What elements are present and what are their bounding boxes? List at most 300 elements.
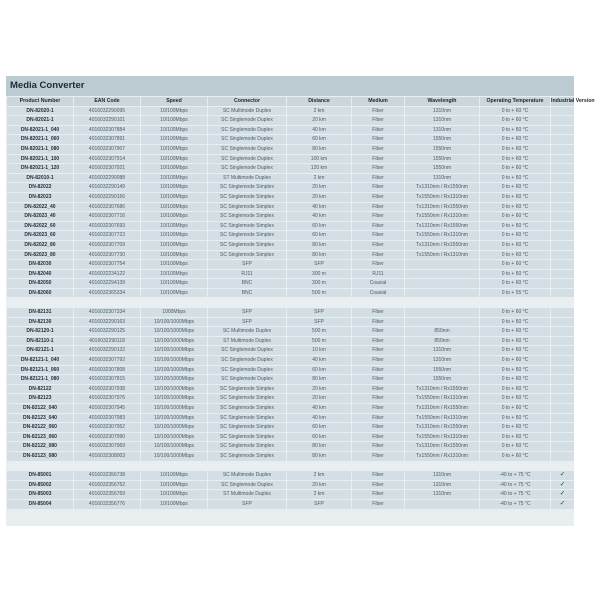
table-cell xyxy=(352,298,404,307)
table-cell: SC Multimode Duplex xyxy=(208,107,286,116)
industrial-check-cell xyxy=(551,337,574,346)
industrial-check-cell: ✓ xyxy=(551,481,574,490)
table-cell: 4016032307334 xyxy=(74,308,140,317)
table-cell: 0 to + 60 °C xyxy=(480,231,550,240)
table-cell: Fiber xyxy=(352,135,404,144)
table-cell: SC Singlemode Simplex xyxy=(208,231,286,240)
table-cell: 4016032307891 xyxy=(74,135,140,144)
table-cell: Fiber xyxy=(352,193,404,202)
table-row xyxy=(7,423,574,432)
table-cell: 500 m xyxy=(287,289,351,298)
table-row xyxy=(7,212,574,221)
table-cell: 4016032307716 xyxy=(74,212,140,221)
table-cell xyxy=(208,462,286,471)
table-cell: DN-82021-1_120 xyxy=(7,164,73,173)
table-cell: SC Singlemode Simplex xyxy=(208,423,286,432)
table-cell: 4016032290149 xyxy=(74,183,140,192)
table-cell: 4016032307969 xyxy=(74,442,140,451)
industrial-check-cell xyxy=(551,145,574,154)
table-cell: Fiber xyxy=(352,433,404,442)
table-cell: Fiber xyxy=(352,164,404,173)
table-cell: 4016032356738 xyxy=(74,471,140,480)
table-cell: 0 to + 60 °C xyxy=(480,308,550,317)
table-cell: DN-85004 xyxy=(7,500,73,509)
table-cell: Fiber xyxy=(352,222,404,231)
table-cell: DN-82121-1 xyxy=(7,346,73,355)
table-cell: Tx1310nm / Rx1550nm xyxy=(405,404,479,413)
table-cell: Fiber xyxy=(352,203,404,212)
industrial-check-cell xyxy=(551,203,574,212)
table-cell: 0 to + 60 °C xyxy=(480,164,550,173)
table-cell: 80 km xyxy=(287,145,351,154)
industrial-check-cell: ✓ xyxy=(551,471,574,480)
industrial-check-cell xyxy=(551,260,574,269)
table-cell: 4016032307808 xyxy=(74,366,140,375)
table-cell: Tx1310nm / Rx1550nm xyxy=(405,423,479,432)
spacer-row xyxy=(7,298,574,307)
table-cell: 2 km xyxy=(287,174,351,183)
table-cell: 10/100/1000Mbps xyxy=(141,404,207,413)
industrial-check-cell xyxy=(551,414,574,423)
table-cell: 4016032307815 xyxy=(74,375,140,384)
industrial-check-cell xyxy=(551,308,574,317)
table-cell: Fiber xyxy=(352,241,404,250)
table-cell: Fiber xyxy=(352,385,404,394)
table-cell: 80 km xyxy=(287,375,351,384)
table-cell: 60 km xyxy=(287,222,351,231)
table-row xyxy=(7,116,574,125)
industrial-check-cell xyxy=(551,231,574,240)
table-cell: SC Singlemode Simplex xyxy=(208,394,286,403)
table-cell: 1550nm xyxy=(405,164,479,173)
table-cell: Fiber xyxy=(352,414,404,423)
table-cell: 4016032234122 xyxy=(74,270,140,279)
industrial-check-cell xyxy=(551,442,574,451)
table-cell: 1550nm xyxy=(405,135,479,144)
table-cell: 10/100Mbps xyxy=(141,183,207,192)
table-cell: 1550nm xyxy=(405,366,479,375)
table-cell: 0 to + 60 °C xyxy=(480,366,550,375)
table-cell: 0 to + 60 °C xyxy=(480,222,550,231)
table-cell: 0 to + 60 °C xyxy=(480,318,550,327)
table-cell: 4016032307990 xyxy=(74,433,140,442)
table-cell: SC Singlemode Simplex xyxy=(208,442,286,451)
table-cell xyxy=(141,298,207,307)
industrial-check-cell xyxy=(551,174,574,183)
table-cell: 4016032307976 xyxy=(74,394,140,403)
industrial-check-cell xyxy=(551,298,574,307)
table-cell: SFP xyxy=(287,500,351,509)
table-cell: SC Singlemode Duplex xyxy=(208,164,286,173)
table-cell: 10/100Mbps xyxy=(141,260,207,269)
table-header-row xyxy=(7,97,574,106)
table-cell xyxy=(405,298,479,307)
table-cell: SC Singlemode Simplex xyxy=(208,241,286,250)
table-row xyxy=(7,279,574,288)
table-cell: Fiber xyxy=(352,212,404,221)
table-row xyxy=(7,164,574,173)
table-cell: 40 km xyxy=(287,203,351,212)
table-cell: DN-82121-1_040 xyxy=(7,356,73,365)
table-cell: 0 to + 60 °C xyxy=(480,375,550,384)
table-cell: 1310nm xyxy=(405,490,479,499)
industrial-check-cell xyxy=(551,279,574,288)
table-cell: 10/100Mbps xyxy=(141,251,207,260)
table-cell: 0 to + 60 °C xyxy=(480,183,550,192)
table-cell: 0 to + 60 °C xyxy=(480,356,550,365)
table-row xyxy=(7,414,574,423)
table-cell: 40 km xyxy=(287,414,351,423)
table-row xyxy=(7,471,574,480)
table-cell: SC Singlemode Duplex xyxy=(208,135,286,144)
table-cell: 850nm xyxy=(405,337,479,346)
table-cell: 10/100Mbps xyxy=(141,145,207,154)
table-cell: 80 km xyxy=(287,251,351,260)
table-cell: DN-82130 xyxy=(7,318,73,327)
table-cell: SFP xyxy=(208,308,286,317)
table-cell: 10/100Mbps xyxy=(141,174,207,183)
table-cell: 4016032307914 xyxy=(74,155,140,164)
table-cell: Fiber xyxy=(352,155,404,164)
table-row xyxy=(7,135,574,144)
table-cell: 10/100Mbps xyxy=(141,270,207,279)
table-row xyxy=(7,260,574,269)
table-cell: 10/100Mbps xyxy=(141,222,207,231)
industrial-check-cell: ✓ xyxy=(551,500,574,509)
table-cell: DN-82010-1 xyxy=(7,174,73,183)
table-cell: Fiber xyxy=(352,442,404,451)
industrial-check-cell xyxy=(551,116,574,125)
table-cell: DN-82023 xyxy=(7,193,73,202)
industrial-check-cell xyxy=(551,164,574,173)
table-cell: Fiber xyxy=(352,375,404,384)
table-cell: 4016032307952 xyxy=(74,423,140,432)
table-cell: 4016032356769 xyxy=(74,490,140,499)
table-cell xyxy=(405,462,479,471)
table-cell: BNC xyxy=(208,279,286,288)
table-cell: SC Singlemode Duplex xyxy=(208,116,286,125)
table-cell: DN-82131 xyxy=(7,308,73,317)
table-row xyxy=(7,385,574,394)
table-row xyxy=(7,481,574,490)
table-row xyxy=(7,394,574,403)
table-cell: SFP xyxy=(208,260,286,269)
table-cell: 10/100Mbps xyxy=(141,135,207,144)
table-cell: Tx1550nm / Rx1310nm xyxy=(405,394,479,403)
table-cell: 4016032307730 xyxy=(74,251,140,260)
table-cell: 10/100Mbps xyxy=(141,471,207,480)
table-cell: DN-82021-1_100 xyxy=(7,155,73,164)
table-cell: -40 to + 75 °C xyxy=(480,490,550,499)
table-cell: 0 to + 60 °C xyxy=(480,270,550,279)
table-cell: 80 km xyxy=(287,452,351,461)
table-cell: SC Singlemode Simplex xyxy=(208,193,286,202)
table-cell: 10/100Mbps xyxy=(141,212,207,221)
table-cell: 0 to + 60 °C xyxy=(480,327,550,336)
table-cell: Fiber xyxy=(352,183,404,192)
table-cell: SC Singlemode Simplex xyxy=(208,251,286,260)
table-cell: 1000Mbps xyxy=(141,308,207,317)
table-cell: 500 m xyxy=(287,327,351,336)
table-cell: Tx1310nm / Rx1550nm xyxy=(405,183,479,192)
table-cell: Fiber xyxy=(352,337,404,346)
table-cell: Tx1310nm / Rx1550nm xyxy=(405,241,479,250)
table-cell: SC Singlemode Duplex xyxy=(208,356,286,365)
table-cell: SC Singlemode Simplex xyxy=(208,203,286,212)
table-cell: -40 to + 75 °C xyxy=(480,481,550,490)
table-cell: 4016032290163 xyxy=(74,318,140,327)
table-cell: 4016032307723 xyxy=(74,231,140,240)
table-cell: 80 km xyxy=(287,241,351,250)
table-cell: 10/100/1000Mbps xyxy=(141,394,207,403)
table-cell xyxy=(74,298,140,307)
table-row xyxy=(7,174,574,183)
table-cell: 4016032307754 xyxy=(74,260,140,269)
industrial-check-cell xyxy=(551,212,574,221)
table-cell: 0 to + 60 °C xyxy=(480,385,550,394)
table-cell: Fiber xyxy=(352,107,404,116)
table-cell: 10/100Mbps xyxy=(141,203,207,212)
industrial-check-cell xyxy=(551,356,574,365)
table-cell xyxy=(287,462,351,471)
table-cell: 10/100/1000Mbps xyxy=(141,356,207,365)
table-cell: Fiber xyxy=(352,251,404,260)
table-cell xyxy=(208,298,286,307)
table-row xyxy=(7,155,574,164)
table-cell: 10/100Mbps xyxy=(141,279,207,288)
table-cell: DN-82022_40 xyxy=(7,203,73,212)
table-cell: DN-82123_060 xyxy=(7,433,73,442)
table-cell: 10/100/1000Mbps xyxy=(141,433,207,442)
industrial-check-cell xyxy=(551,375,574,384)
table-cell: 10/100Mbps xyxy=(141,481,207,490)
table-cell: 4016032365334 xyxy=(74,289,140,298)
table-cell: SC Singlemode Simplex xyxy=(208,433,286,442)
table-cell xyxy=(7,462,73,471)
industrial-check-cell xyxy=(551,270,574,279)
table-cell: 1550nm xyxy=(405,155,479,164)
table-cell: SC Singlemode Simplex xyxy=(208,183,286,192)
table-cell: 4016032290132 xyxy=(74,346,140,355)
table-cell: DN-85002 xyxy=(7,481,73,490)
table-cell: Fiber xyxy=(352,452,404,461)
table-cell: DN-82022 xyxy=(7,183,73,192)
table-row xyxy=(7,241,574,250)
table-cell: DN-82123 xyxy=(7,394,73,403)
table-cell: Fiber xyxy=(352,308,404,317)
table-cell: 2 km xyxy=(287,490,351,499)
table-cell: 10 km xyxy=(287,346,351,355)
table-cell xyxy=(405,308,479,317)
table-cell: 0 to + 55 °C xyxy=(480,289,550,298)
table-cell: DN-82020-1 xyxy=(7,107,73,116)
table-cell: 10/100Mbps xyxy=(141,116,207,125)
table-cell: 80 km xyxy=(287,442,351,451)
table-cell: 0 to + 60 °C xyxy=(480,155,550,164)
table-cell: 0 to + 60 °C xyxy=(480,193,550,202)
table-row xyxy=(7,126,574,135)
table-cell: 20 km xyxy=(287,481,351,490)
table-cell: SC Singlemode Duplex xyxy=(208,375,286,384)
table-cell xyxy=(141,462,207,471)
table-cell: 0 to + 60 °C xyxy=(480,442,550,451)
table-cell: 10/100/1000Mbps xyxy=(141,423,207,432)
table-cell: DN-82121-1_060 xyxy=(7,366,73,375)
table-cell: SFP xyxy=(208,500,286,509)
table-cell: 0 to + 60 °C xyxy=(480,203,550,212)
table-cell: SC Singlemode Duplex xyxy=(208,346,286,355)
table-row xyxy=(7,145,574,154)
table-row xyxy=(7,193,574,202)
table-cell: DN-85003 xyxy=(7,490,73,499)
industrial-check-cell xyxy=(551,289,574,298)
column-header: Wavelength xyxy=(405,97,479,106)
table-row xyxy=(7,337,574,346)
table-cell: Fiber xyxy=(352,423,404,432)
table-cell: Coaxial xyxy=(352,279,404,288)
table-cell: 0 to + 60 °C xyxy=(480,337,550,346)
industrial-check-cell xyxy=(551,452,574,461)
table-cell: 60 km xyxy=(287,366,351,375)
table-cell: RJ11 xyxy=(352,270,404,279)
industrial-check-cell xyxy=(551,251,574,260)
table-cell: 20 km xyxy=(287,385,351,394)
table-cell: 1310nm xyxy=(405,174,479,183)
table-cell: SC Singlemode Simplex xyxy=(208,212,286,221)
table-row xyxy=(7,356,574,365)
table-cell: 0 to + 60 °C xyxy=(480,135,550,144)
table-cell: 20 km xyxy=(287,183,351,192)
table-title: Media Converter xyxy=(6,76,574,96)
table-cell: 0 to + 60 °C xyxy=(480,251,550,260)
table-row xyxy=(7,203,574,212)
table-cell: 300 m xyxy=(287,270,351,279)
table-cell: 10/100/1000Mbps xyxy=(141,375,207,384)
table-cell: 1310nm xyxy=(405,116,479,125)
table-cell: 4016032290125 xyxy=(74,327,140,336)
table-cell: 4016032290101 xyxy=(74,116,140,125)
table-cell xyxy=(405,500,479,509)
table-row xyxy=(7,375,574,384)
table-cell xyxy=(405,270,479,279)
table-cell: DN-82110-1 xyxy=(7,337,73,346)
table-cell: Tx1310nm / Rx1550nm xyxy=(405,222,479,231)
table-cell: 10/100/1000Mbps xyxy=(141,414,207,423)
table-cell: 40 km xyxy=(287,404,351,413)
table-cell: Fiber xyxy=(352,231,404,240)
industrial-check-cell xyxy=(551,433,574,442)
table-cell: 10/100Mbps xyxy=(141,500,207,509)
table-cell: 4016032307884 xyxy=(74,126,140,135)
table-cell: 4016032307709 xyxy=(74,241,140,250)
column-header: Connector xyxy=(208,97,286,106)
industrial-check-cell xyxy=(551,346,574,355)
table-row xyxy=(7,404,574,413)
table-row xyxy=(7,231,574,240)
table-cell: Fiber xyxy=(352,145,404,154)
table-cell: DN-82060 xyxy=(7,289,73,298)
table-cell: Fiber xyxy=(352,404,404,413)
table-cell: DN-82022_80 xyxy=(7,241,73,250)
table-cell: DN-82122 xyxy=(7,385,73,394)
table-cell: Fiber xyxy=(352,356,404,365)
table-cell: Fiber xyxy=(352,471,404,480)
table-cell: 10/100/1000Mbps xyxy=(141,442,207,451)
table-cell: Fiber xyxy=(352,116,404,125)
table-cell: DN-82030 xyxy=(7,260,73,269)
table-cell: Tx1550nm / Rx1310nm xyxy=(405,452,479,461)
table-row xyxy=(7,433,574,442)
table-cell: BNC xyxy=(208,289,286,298)
table-cell: SFP xyxy=(287,308,351,317)
table-cell: 1310nm xyxy=(405,471,479,480)
industrial-check-cell xyxy=(551,107,574,116)
table-row xyxy=(7,327,574,336)
industrial-check-cell: ✓ xyxy=(551,490,574,499)
table-cell: ST Multimode Duplex xyxy=(208,174,286,183)
table-row xyxy=(7,346,574,355)
table-row xyxy=(7,222,574,231)
column-header: Speed xyxy=(141,97,207,106)
table-cell: 4016032307693 xyxy=(74,222,140,231)
column-header: Operating Temperature xyxy=(480,97,550,106)
table-cell: 10/100/1000Mbps xyxy=(141,318,207,327)
table-cell: 60 km xyxy=(287,423,351,432)
table-cell: 4016032290156 xyxy=(74,193,140,202)
table-cell: 20 km xyxy=(287,193,351,202)
table-cell: 0 to + 60 °C xyxy=(480,145,550,154)
table-cell xyxy=(74,462,140,471)
table-cell: 0 to + 60 °C xyxy=(480,423,550,432)
table-cell: Tx1310nm / Rx1550nm xyxy=(405,203,479,212)
table-cell: DN-82023_80 xyxy=(7,251,73,260)
table-cell: DN-82023_60 xyxy=(7,231,73,240)
table-cell xyxy=(352,462,404,471)
table-cell: 20 km xyxy=(287,116,351,125)
table-cell: 4016032290095 xyxy=(74,107,140,116)
table-cell xyxy=(287,298,351,307)
table-cell: 4016032307686 xyxy=(74,203,140,212)
table-cell: SC Multimode Duplex xyxy=(208,471,286,480)
table-cell: DN-82123_080 xyxy=(7,452,73,461)
table-cell: SC Singlemode Simplex xyxy=(208,385,286,394)
table-cell: 4016032307938 xyxy=(74,385,140,394)
table-cell: 0 to + 60 °C xyxy=(480,241,550,250)
table-cell: 0 to + 60 °C xyxy=(480,107,550,116)
table-cell: SC Singlemode Simplex xyxy=(208,414,286,423)
table-cell: 10/100/1000Mbps xyxy=(141,337,207,346)
industrial-check-cell xyxy=(551,241,574,250)
table-cell: 500 m xyxy=(287,337,351,346)
table-row xyxy=(7,442,574,451)
table-cell: 40 km xyxy=(287,126,351,135)
table-cell: SFP xyxy=(208,318,286,327)
table-cell: DN-82120-1 xyxy=(7,327,73,336)
table-cell: Fiber xyxy=(352,346,404,355)
table-cell: 10/100Mbps xyxy=(141,490,207,499)
industrial-check-cell xyxy=(551,394,574,403)
table-cell: 2 km xyxy=(287,471,351,480)
industrial-check-cell xyxy=(551,222,574,231)
table-cell: SC Singlemode Duplex xyxy=(208,145,286,154)
table-cell: 0 to + 60 °C xyxy=(480,414,550,423)
table-row xyxy=(7,183,574,192)
table-cell: DN-82021-1_040 xyxy=(7,126,73,135)
table-cell: Fiber xyxy=(352,481,404,490)
table-cell: 4016032294139 xyxy=(74,279,140,288)
table-cell: SC Multimode Duplex xyxy=(208,327,286,336)
industrial-check-cell xyxy=(551,462,574,471)
